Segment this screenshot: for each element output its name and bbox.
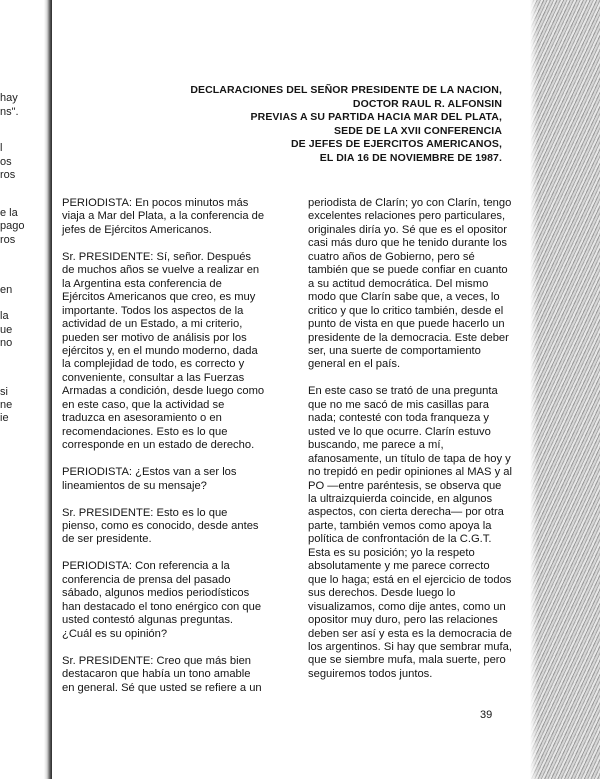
page-number: 39 [480,709,493,721]
heading-line: SEDE DE LA XVII CONFERENCIA [334,124,502,137]
text-line: general en el país. [308,358,401,371]
text-line: nada; contesté con toda franqueza y [308,412,489,425]
previous-page-fragment: ne [0,399,13,411]
previous-page-fragment: si [0,386,8,398]
text-line: usted ve lo que ocurre. Clarín estuvo [308,425,491,438]
previous-page-fragment: ns". [0,106,19,118]
text-line: presidente de la democracia. Este deber [308,331,509,344]
text-line: usted contestó algunas preguntas. [62,614,234,627]
text-line: pienso, como es conocido, desde antes [62,520,259,533]
text-line: viaja a Mar del Plata, a la conferencia de [62,210,265,223]
text-line: pueden ser motivo de análisis por los [62,331,247,344]
text-line: ser, una suerte de comportamiento [308,344,481,357]
text-line: en general. Sé que usted se refiere a un [62,681,262,694]
text-line: excelentes relaciones pero particulares, [308,210,506,223]
previous-page-fragment: hay [0,92,18,104]
text-line: que no me sacó de mis casillas para [308,398,489,411]
book-page [52,0,530,779]
heading-line: DE JEFES DE EJERCITOS AMERICANOS, [290,138,502,151]
text-line: PERIODISTA: En pocos minutos más [62,197,249,209]
text-line: de ser presidente. [62,533,152,546]
text-line: conveniente, consultar a las Fuerzas [62,371,245,384]
page-heading [112,84,502,166]
previous-page-fragment: ue [0,324,13,336]
text-line: originales diría yo. Sé que es el opositor [308,223,508,236]
paragraph [62,560,270,641]
previous-page-fragment: l [0,142,3,154]
text-line: recomendaciones. Esto es lo que [62,425,228,438]
text-line: Armadas a condición, desde luego como [62,385,265,398]
text-line: parte, también vemos como apoya la [308,519,492,532]
text-line: En este caso se trató de una pregunta [308,385,498,398]
text-line: importante. Todos los aspectos de la [62,304,244,317]
previous-page-fragment: os [0,156,12,168]
text-line: jefes de Ejércitos Americanos. [62,223,212,236]
previous-page-fragment: ie [0,412,9,424]
paragraph [308,197,512,372]
paragraph [62,466,270,493]
text-line: Sr. PRESIDENTE: Esto es lo que [62,506,228,519]
text-line: sábado, algunos medios periodísticos [62,587,250,600]
paragraph [62,251,270,453]
text-line: seguiremos todos juntos. [308,667,433,680]
previous-page-fragment: pago [0,220,25,232]
text-line: casi más duro que he tenido durante los [308,237,508,250]
text-line: PO —entre paréntesis, se observa que [308,479,502,492]
previous-page-fragment: e la [0,207,18,219]
text-line: actividad de un Estado, a mi criterio, [62,318,243,331]
previous-page-fragment: ros [0,234,16,246]
previous-page-fragment: no [0,337,13,349]
heading-line: DECLARACIONES DEL SEÑOR PRESIDENTE DE LA NACION, [190,84,502,96]
text-line: conferencia de prensa del pasado [62,573,231,586]
paragraph [62,507,270,547]
text-line: a su actitud democrática. Del mismo [308,277,489,290]
text-line: absolutamente y me parece correcto [308,560,490,573]
text-line: Sr. PRESIDENTE: Sí, señor. Después [62,250,252,263]
text-line: visualizamos, como dije antes, como un [308,600,506,613]
text-line: Ejércitos Americanos que creo, es muy [62,291,256,304]
text-line: PERIODISTA: Con referencia a la [62,560,230,573]
text-line: en este caso, que la actividad se [62,398,225,411]
text-line: deben ser así y esta es la democracia de [308,627,512,640]
text-line: también que se puede confiar en cuanto [308,264,508,277]
text-line: ¿Cuál es su opinión? [62,627,168,640]
text-line: que lo haga; está en el ejercicio de todos [308,573,512,586]
text-line: opositor muy duro, pero las relaciones [308,614,498,627]
text-line: ejércitos y, en el mundo moderno, dada [62,345,258,358]
paragraph [308,385,512,681]
text-line: Sr. PRESIDENTE: Creo que más bien [62,654,252,667]
text-line: los argentinos. Si hay que sembrar mufa, [308,641,512,653]
text-line: la ultraizquierda coincide, en algunos [308,493,493,506]
right-text-column [308,197,512,695]
heading-line: PREVIAS A SU PARTIDA HACIA MAR DEL PLATA, [250,111,502,124]
text-line: sus derechos. Desde luego lo [308,587,456,600]
paragraph [62,655,270,695]
text-line: critico y que lo critico también, desde el [308,304,504,317]
paragraph [62,197,270,237]
text-line: no trepidó en pedir opiniones al MAS y al [308,466,512,479]
text-line: aspectos, con cierta derecha— por otra [308,506,504,519]
text-line: que se siembre mufa, mala suerte, pero [308,654,506,667]
heading-line: EL DIA 16 DE NOVIEMBRE DE 1987. [319,151,502,164]
text-line: afanosamente, un título de tapa de hoy y [308,452,511,465]
text-line: la Argentina esta conferencia de [62,277,222,290]
text-line: cuatro años de Gobierno, pero sé [308,250,475,263]
text-line: destacaron que había un tono amable [62,668,251,681]
text-line: corresponde en un estado de derecho. [62,439,255,452]
text-line: lineamientos de su mensaje? [62,479,207,492]
text-line: traduzca en asesoramiento o en [62,412,222,425]
text-line: PERIODISTA: ¿Estos van a ser los [62,466,237,479]
book-edge-right [530,0,600,779]
text-line: punto de vista en que puede hacerlo un [308,318,505,331]
text-line: modo que Clarín sabe que, a veces, lo [308,291,500,304]
text-line: Esta es su posición; yo la respeto [308,546,475,559]
previous-page-fragment: en [0,284,13,296]
left-text-column [62,197,270,709]
heading-line: DOCTOR RAUL R. ALFONSIN [352,97,502,110]
text-line: buscando, me parece a mí, [308,439,444,452]
text-line: han destacado el tono enérgico con que [62,600,262,613]
previous-page-fragment: ros [0,169,16,181]
text-line: política de confrontación de la C.G.T. [308,533,492,546]
text-line: de muchos años se vuelve a realizar en [62,264,260,277]
previous-page-fragment: la [0,310,9,322]
text-line: la complejidad de todo, es correcto y [62,358,245,371]
previous-page-margin [0,0,44,779]
text-line: periodista de Clarín; yo con Clarín, tengo [308,197,512,209]
